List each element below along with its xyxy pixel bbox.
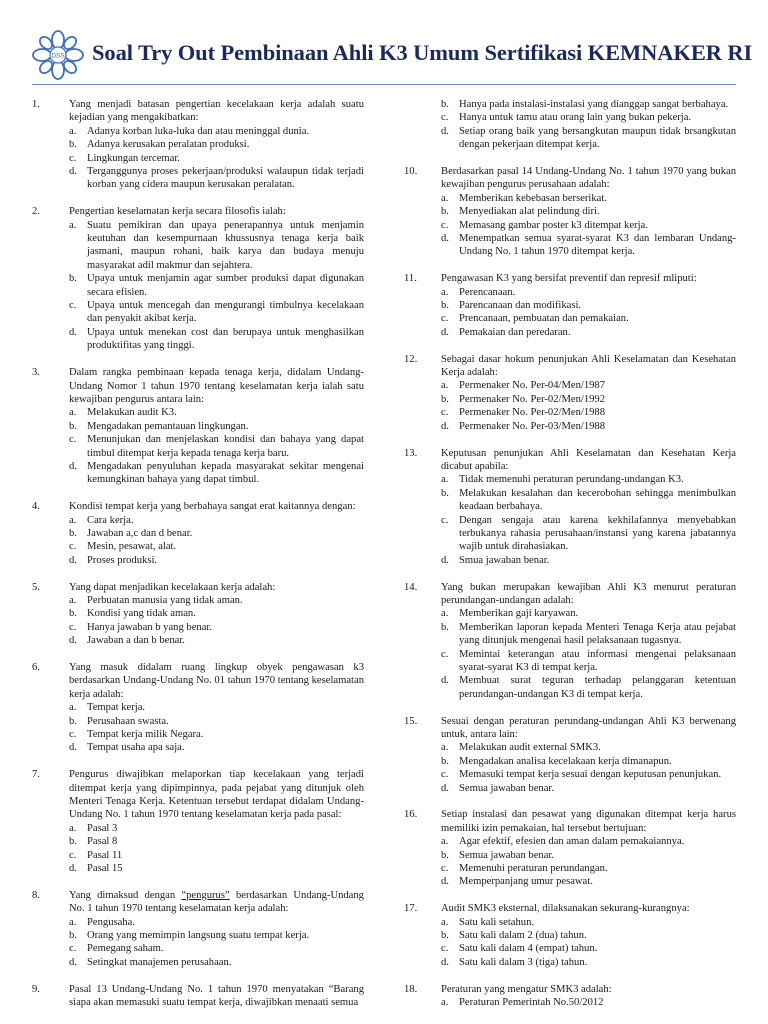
option [441, 621, 736, 648]
question-text: Yang menjadi batasan pengertian kecelakaan kerja adalah suatu kejadian yang mengakibatkan: [69, 99, 364, 124]
question-number: 8. [32, 889, 40, 901]
question-text: Yang dapat menjadikan kecelakaan kerja adalah: [69, 581, 276, 593]
option-letter: a. [69, 822, 77, 834]
option-text: Kondisi yang tidak aman. [87, 608, 196, 620]
option-list [441, 607, 736, 701]
option [441, 674, 736, 701]
option-text: Orang yang memimpin langsung suatu tempat kerja. [87, 930, 310, 942]
option [69, 728, 364, 741]
question-text: Sebagai dasar hokum penunjukan Ahli Keselamatan dan Kesehatan Kerja adalah: [441, 353, 736, 379]
question-text: Pengawasan K3 yang bersifat preventif dan represif mliputi: [441, 273, 697, 285]
option [69, 849, 364, 862]
option [441, 554, 736, 567]
option-text: Menyediakan alat pelindung diri. [459, 206, 600, 218]
option-letter: c. [69, 943, 77, 955]
option-letter: c. [441, 407, 449, 419]
option [69, 835, 364, 848]
option-letter: a. [69, 514, 77, 526]
logo-text: DSS [51, 52, 65, 60]
option-text: Pasal 8 [87, 836, 118, 848]
option-text: Pasal 15 [87, 863, 123, 875]
question-text: Yang bukan merupakan kewajiban Ahli K3 menurut peraturan perundangan-undangan adalah: [441, 581, 736, 606]
option-letter: d. [441, 782, 449, 794]
option [441, 648, 736, 675]
header-divider [32, 84, 736, 85]
question-11 [404, 272, 736, 339]
option-letter: c. [441, 313, 449, 325]
option-letter: c. [69, 729, 77, 741]
option [69, 420, 364, 433]
question-number: 11. [404, 273, 417, 285]
option-list [441, 916, 736, 970]
question-text: Pengurus diwajibkan melaporkan tiap kecelakaan yang terjadi ditempat kerja yang dipimpinnya, pada pejabat yang ditunjuk oleh Menteri Tenaga Kerja. Ketentuan tersebut terdapat didalam Undang-Undang No. 1 tahun 1970 tentang keselamatan kerja pada pasal: [69, 769, 364, 821]
option-text: Hanya pada instalasi-instalasi yang dianggap sangat berbahaya. [459, 99, 729, 110]
option-text: Jawaban a,c dan d benar. [87, 527, 193, 539]
option-list [441, 996, 736, 1009]
option-text: Pemakaian dan peredaran. [459, 326, 571, 338]
option-letter: d. [441, 233, 449, 245]
option-text: Melakukan audit K3. [87, 407, 177, 419]
option [441, 299, 736, 312]
question-text: Peraturan yang mengatur SMK3 adalah: [441, 983, 612, 995]
option-letter: d. [69, 635, 77, 647]
option-letter: c. [441, 514, 449, 526]
question-text-part: berdasarkan Undang-Undang No. 1 tahun 1970 tentang keselamatan kerja adalah: [69, 889, 364, 915]
option [441, 916, 736, 929]
option [441, 286, 736, 299]
question-2 [32, 205, 364, 352]
option-text: Terganggunya proses pekerjaan/produksi walaupun tidak terjadi korban yang cidera maupun kerusakan peralatan. [87, 166, 364, 191]
page-header [0, 0, 768, 88]
option-letter: a. [441, 916, 449, 928]
left-column [32, 98, 364, 1023]
question-text: Yang masuk didalam ruang lingkup obyek pengawasan k3 berdasarkan Undang-Undang No. 01 tahun 1970 tentang keselamatan kerja adalah: [69, 661, 364, 700]
underlined-term: “pengurus” [181, 889, 230, 901]
question-1 [32, 98, 364, 192]
option-text: Tempat kerja. [87, 702, 146, 714]
option-text: Satu kali dalam 3 (tiga) tahun. [459, 956, 588, 968]
question-text: Pasal 13 Undang-Undang No. 1 tahun 1970 menyatakan “Barang siapa akan memasuki suatu tempat kerja, diwajibkan menaati semua [69, 983, 364, 1009]
option-letter: b. [441, 849, 449, 861]
option-list [441, 473, 736, 567]
option-text: Upaya untuk mencegah dan mengurangi timbulnya kecelakaan dan penyakit akibat kerja. [87, 300, 364, 325]
option [441, 420, 736, 433]
option-text: Upaya untuk menjamin agar sumber produksi dapat digunakan secara efisien. [87, 273, 364, 298]
option-letter: d. [441, 554, 449, 566]
option-text: Satu kali setahun. [459, 916, 535, 928]
option-letter: b. [441, 621, 449, 633]
option [69, 634, 364, 647]
question-number: 14. [404, 581, 418, 593]
option [69, 621, 364, 634]
option-text: Memenuhi peraturan perundangan. [459, 863, 608, 875]
option [69, 299, 364, 326]
option-text: Permenaker No. Per-04/Men/1987 [459, 380, 606, 392]
dss-logo-icon [32, 30, 84, 80]
option-letter: d. [69, 742, 77, 754]
option [441, 487, 736, 514]
question-18 [404, 983, 736, 1010]
option-text: Membuat surat teguran terhadap pelanggaran ketentuan perundangan-undangan K3 di tempat kerja. [459, 675, 736, 700]
option-letter: c. [69, 434, 77, 446]
option [69, 942, 364, 955]
question-number: 7. [32, 769, 40, 781]
option-letter: b. [69, 273, 77, 285]
option-text: Melakukan kesalahan dan kecerobohan sehingga menimbulkan keadaan berbahaya. [459, 487, 736, 513]
option-list [441, 98, 736, 152]
question-text [69, 889, 364, 916]
option-letter: d. [69, 956, 77, 968]
option-letter: d. [441, 326, 449, 338]
option-letter: b. [441, 487, 449, 499]
option [441, 875, 736, 888]
option-list [69, 406, 364, 486]
option-letter: c. [69, 541, 77, 553]
option-letter: c. [69, 621, 77, 633]
option-text: Memberikan laporan kepada Menteri Tenaga Kerja atau pejabat yang ditunjuk mengenai hasil pelaksanaan tugasnya. [459, 621, 736, 647]
option [69, 607, 364, 620]
question-8 [32, 889, 364, 969]
option-text: Mesin, pesawat, alat. [87, 541, 177, 553]
option [441, 393, 736, 406]
option [441, 98, 736, 111]
question-12 [404, 353, 736, 433]
question-16 [404, 808, 736, 888]
option [441, 741, 736, 754]
option-text: Perbuatan manusia yang tidak aman. [87, 594, 243, 606]
option-text: Memperpanjang umur pesawat. [459, 876, 593, 888]
option-text: Dengan sengaja atau karena kekhilafannya menyebabkan terbukanya rahasia perusahaan/instansi yang karena jabatannya wajib untuk dirahasiakan. [459, 514, 736, 553]
option-letter: d. [69, 460, 77, 472]
option [441, 192, 736, 205]
option-letter: a. [69, 219, 77, 231]
option-text: Memberikan gaji karyawan. [459, 608, 579, 620]
option-text: Memintai keterangan atau informasi mengenai pelaksanaan syarat-syarat K3 di tempat kerja. [459, 648, 736, 673]
option-text: Menempatkan semua syarat-syarat K3 dan lembaran Undang-Undang No. 1 tahun 1970 ditempat kerja. [459, 233, 736, 258]
option [441, 755, 736, 768]
option [441, 406, 736, 419]
page-title: Soal Try Out Pembinaan Ahli K3 Umum Sertifikasi KEMNAKER RI [92, 40, 753, 65]
option [441, 996, 736, 1009]
option [441, 379, 736, 392]
question-number: 18. [404, 983, 418, 995]
option-letter: a. [441, 836, 449, 848]
option-letter: b. [69, 527, 77, 539]
option [441, 862, 736, 875]
option-text: Pasal 3 [87, 822, 118, 834]
option-text: Permenaker No. Per-03/Men/1988 [459, 420, 606, 432]
question-10 [404, 165, 736, 259]
option-letter: d. [69, 554, 77, 566]
option-letter: b. [69, 420, 77, 432]
question-text: Dalam rangka pembinaan kepada tenaga kerja, didalam Undang-Undang Nomor 1 tahun 1970 tentang keselamatan kerja ialah satu kewajiban pengurus antara lain: [69, 367, 364, 405]
option-text: Semua jawaban benar. [459, 849, 555, 861]
option-letter: c. [69, 849, 77, 861]
option-letter: b. [441, 206, 449, 218]
option-list [69, 916, 364, 970]
option [69, 822, 364, 835]
option-letter: c. [69, 152, 77, 164]
option-letter: c. [441, 863, 449, 875]
question-number: 5. [32, 581, 40, 593]
option [441, 312, 736, 325]
option [69, 929, 364, 942]
option-text: Agar efektif, efesien dan aman dalam pemakaiannya. [459, 836, 685, 848]
option [441, 929, 736, 942]
option-text: Jawaban a dan b benar. [87, 635, 185, 647]
option-text: Melakukan audit external SMK3. [459, 742, 601, 754]
question-number: 4. [32, 501, 40, 513]
option-text: Cara kerja. [87, 514, 134, 526]
option [69, 540, 364, 553]
option [69, 916, 364, 929]
option-letter: b. [441, 393, 449, 405]
question-3 [32, 366, 364, 487]
question-number: 10. [404, 166, 418, 178]
option [69, 715, 364, 728]
option [441, 607, 736, 620]
option-text: Mengadakan analisa kecelakaan kerja dimanapun. [459, 755, 672, 767]
question-text: Keputusan penunjukan Ahli Keselamatan dan Kesehatan Kerja dicabut apabila: [441, 447, 736, 472]
option-letter: b. [441, 99, 449, 110]
option-letter: b. [69, 715, 77, 727]
question-7 [32, 768, 364, 875]
option-list [69, 125, 364, 192]
option-text: Setingkat manajemen perusahaan. [87, 956, 232, 968]
question-5 [32, 581, 364, 648]
option-text: Permenaker No. Per-02/Men/1988 [459, 407, 606, 419]
option-text: Proses produksi. [87, 554, 158, 566]
option-letter: a. [441, 608, 449, 620]
question-text: Berdasarkan pasal 14 Undang-Undang No. 1 tahun 1970 yang bukan kewajiban pengurus perusahaan adalah: [441, 166, 736, 191]
option [441, 782, 736, 795]
option-letter: d. [441, 125, 449, 137]
option [69, 527, 364, 540]
option-letter: d. [69, 863, 77, 875]
option-list [441, 286, 736, 340]
option [69, 460, 364, 487]
option [441, 326, 736, 339]
option-letter: a. [69, 407, 77, 419]
option-text: Hanya jawaban b yang benar. [87, 621, 213, 633]
option-list [69, 219, 364, 353]
option-text: Perusahaan swasta. [87, 715, 169, 727]
option-text: Memasuki tempat kerja sesuai dengan keputusan penunjukan. [459, 769, 722, 781]
option-letter: c. [441, 943, 449, 955]
option [69, 138, 364, 151]
option-letter: a. [69, 916, 77, 928]
option-text: Suatu pemikiran dan upaya penerapannya untuk menjamin keutuhan dan kesempurnaan khussusnya tenaga kerja baik jasmani, maupun rohani, baik karya dan budaya menuju masyarakat adil makmur dan sejahtera. [87, 219, 364, 271]
option-letter: b. [69, 608, 77, 620]
question-number: 2. [32, 206, 40, 218]
right-column [404, 98, 736, 1023]
question-text-part: Yang dimaksud dengan [69, 889, 182, 901]
question-14 [404, 581, 736, 702]
option [441, 956, 736, 969]
option [69, 125, 364, 138]
option [441, 125, 736, 152]
option-text: Pengusaha. [87, 916, 135, 928]
option-list [69, 514, 364, 568]
option-text: Smua jawaban benar. [459, 554, 550, 566]
option-text: Memberikan kebebasan berserikat. [459, 192, 607, 204]
question-number: 1. [32, 99, 40, 110]
option [69, 433, 364, 460]
question-17 [404, 902, 736, 969]
option-letter: d. [441, 956, 449, 968]
option [441, 514, 736, 554]
option-letter: a. [69, 702, 77, 714]
question-13 [404, 447, 736, 568]
option [69, 272, 364, 299]
question-number: 6. [32, 661, 40, 673]
question-text: Audit SMK3 eksternal, dilaksanakan sekurang-kurangnya: [441, 903, 690, 915]
option-letter: a. [69, 594, 77, 606]
option-list [69, 594, 364, 648]
question-text: Kondisi tempat kerja yang berbahaya sangat erat kaitannya dengan: [69, 501, 356, 513]
question-number: 12. [404, 353, 418, 365]
option-list [441, 835, 736, 889]
option [69, 165, 364, 192]
option [69, 594, 364, 607]
question-6 [32, 661, 364, 755]
option-letter: a. [441, 474, 449, 486]
option-text: Perencanaan. [459, 286, 516, 298]
option-letter: a. [441, 997, 449, 1009]
option [69, 219, 364, 273]
option-text: Satu kali dalam 2 (dua) tahun. [459, 930, 587, 942]
question-9-continued [404, 98, 736, 152]
question-number: 16. [404, 809, 418, 821]
option-text: Setiap orang baik yang bersangkutan maupun tidak brsangkutan dengan pekerjaan ditempat kerja. [459, 125, 736, 151]
option-letter: a. [441, 380, 449, 392]
option-text: Prencanaan, pembuatan dan pemakaian. [459, 313, 629, 325]
option-text: Tidak memenuhi peraturan perundang-undangan K3. [459, 474, 684, 486]
option-text: Tempat kerja milik Negara. [87, 729, 204, 741]
option-letter: b. [69, 930, 77, 942]
option [69, 741, 364, 754]
option-letter: b. [441, 930, 449, 942]
option-text: Hanya untuk tamu atau orang lain yang bukan pekerja. [459, 112, 692, 124]
option-text: Memasang gambar poster k3 ditempat kerja. [459, 219, 648, 231]
option-letter: c. [441, 769, 449, 781]
option-text: Semua jawaban benar. [459, 782, 555, 794]
option-letter: b. [69, 836, 77, 848]
question-number: 9. [32, 983, 40, 995]
option-letter: b. [441, 755, 449, 767]
option-letter: d. [69, 166, 77, 178]
option [69, 956, 364, 969]
option-text: Satu kali dalam 4 (empat) tahun. [459, 943, 598, 955]
option [441, 219, 736, 232]
option-text: Peraturan Pemerintah No.50/2012 [459, 997, 604, 1009]
option-letter: b. [441, 300, 449, 312]
option-letter: c. [441, 112, 449, 124]
option [69, 152, 364, 165]
option-text: Menunjukan dan menjelaskan kondisi dan bahaya yang dapat timbul ditempat kerja kepada tenaga kerja baru. [87, 434, 364, 459]
option-list [441, 192, 736, 259]
question-4 [32, 500, 364, 567]
option [441, 232, 736, 259]
option-letter: d. [441, 420, 449, 432]
option-list [441, 379, 736, 433]
option-text: Permenaker No. Per-02/Men/1992 [459, 393, 606, 405]
question-text: Sesuai dengan peraturan perundang-undangan Ahli K3 berwenang untuk, antara lain: [441, 715, 736, 740]
option-text: Tempat usaha apa saja. [87, 742, 185, 754]
option-text: Parencanaan dan modifikasi. [459, 300, 582, 312]
option [69, 701, 364, 714]
option [441, 849, 736, 862]
question-15 [404, 715, 736, 795]
option-letter: a. [441, 192, 449, 204]
option-list [441, 741, 736, 795]
option-text: Adanya kerusakan peralatan produksi. [87, 139, 250, 151]
option-letter: d. [441, 876, 449, 888]
option-letter: c. [441, 648, 449, 660]
option-letter: d. [69, 326, 77, 338]
question-number: 17. [404, 903, 418, 915]
option [69, 406, 364, 419]
option-list [69, 822, 364, 876]
option-list [69, 701, 364, 755]
option [69, 554, 364, 567]
option-text: Pasal 11 [87, 849, 123, 861]
option-letter: c. [441, 219, 449, 231]
option [441, 111, 736, 124]
question-text: Pengertian keselamatan kerja secara filosofis ialah: [69, 206, 286, 218]
question-number: 15. [404, 715, 418, 727]
option [441, 473, 736, 486]
option [441, 942, 736, 955]
option-letter: b. [69, 139, 77, 151]
option-text: Mengadakan pemantauan lingkungan. [87, 420, 249, 432]
option [441, 205, 736, 218]
option-letter: a. [441, 286, 449, 298]
question-number: 13. [404, 447, 418, 459]
option [69, 862, 364, 875]
option-text: Adanya korban luka-luka dan atau meninggal dunia. [87, 125, 310, 137]
option-text: Pemegang saham. [87, 943, 164, 955]
option-text: Upaya untuk menekan cost dan berupaya untuk menghasilkan produktifitas yang tinggi. [87, 326, 364, 352]
option-letter: a. [69, 125, 77, 137]
question-9 [32, 983, 364, 1010]
option-letter: a. [441, 742, 449, 754]
question-number: 3. [32, 367, 40, 379]
option [69, 514, 364, 527]
option [441, 835, 736, 848]
option-text: Mengadakan penyuluhan kepada masyarakat sekitar mengenai kemungkinan bahaya yang dapat timbul. [87, 460, 364, 486]
option-text: Lingkungan tercemar. [87, 152, 180, 164]
question-text: Setiap instalasi dan pesawat yang digunakan ditempat kerja harus memiliki izin pemakaian, hal tersebut bertujuan: [441, 809, 736, 834]
option [441, 768, 736, 781]
option-letter: c. [69, 300, 77, 312]
option [69, 326, 364, 353]
option-letter: d. [441, 675, 449, 687]
